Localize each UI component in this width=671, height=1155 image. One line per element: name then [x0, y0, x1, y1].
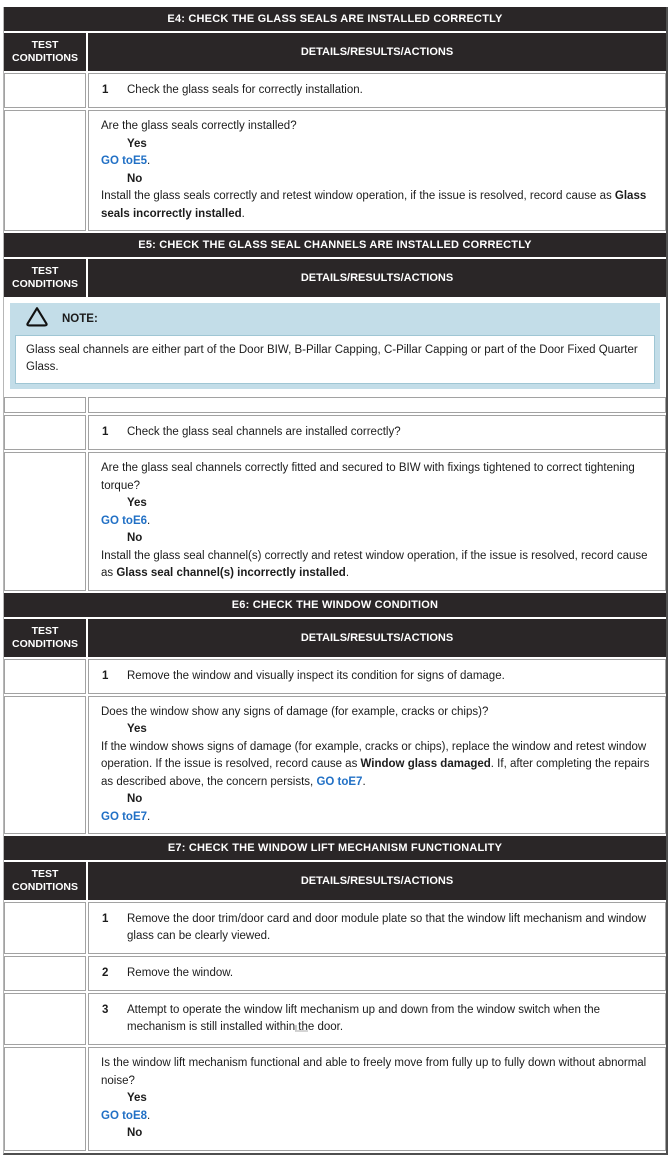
details-results-actions-header: DETAILS/RESULTS/ACTIONS — [88, 259, 666, 297]
text-segment: If the window shows signs of damage (for example, cracks or chips), replace the window and retest window operation. If the issue is resolved, record cause as — [101, 740, 647, 770]
step-text: Remove the door trim/door card and door module plate so that the window lift mechanism and window glass can be clearly viewed. — [127, 913, 647, 942]
step-text: Check the glass seal channels are installed correctly? — [127, 426, 401, 438]
section-title: E5: CHECK THE GLASS SEAL CHANNELS ARE INSTALLED CORRECTLY — [4, 233, 666, 257]
step-number: 1 — [102, 84, 109, 96]
details-cell-step — [88, 415, 666, 450]
note-header — [15, 303, 655, 335]
section-title: E6: CHECK THE WINDOW CONDITION — [4, 593, 666, 617]
text-segment: Is the window lift mechanism functional and able to freely move from fully up to fully down without abnormal noise? — [101, 1057, 647, 1087]
step-text: Remove the window and visually inspect its condition for signs of damage. — [127, 669, 505, 682]
scan-artifact — [295, 1025, 308, 1032]
text-segment: No — [127, 793, 143, 805]
text-segment: Install the glass seals correctly and retest window operation, if the issue is resolved, record cause as — [101, 190, 615, 202]
table-row — [4, 397, 666, 413]
section-e4 — [4, 7, 666, 231]
text-segment: . — [241, 207, 245, 220]
go-to-link[interactable]: GO toE6 — [101, 514, 148, 527]
text-segment: . — [362, 775, 366, 788]
test-conditions-cell — [4, 1047, 86, 1151]
qa-line — [101, 188, 653, 223]
test-conditions-header: TEST CONDITIONS — [4, 862, 86, 900]
column-header-row — [4, 259, 666, 297]
qa-line — [101, 1125, 653, 1143]
step-text: Remove the window. — [127, 967, 234, 979]
step-text: Attempt to operate the window lift mechanism up and down from the window switch when the mechanism is still installed within the door. — [127, 1004, 601, 1033]
text-segment: Window glass damaged — [360, 758, 491, 770]
qa-line — [101, 1055, 653, 1090]
test-conditions-cell — [4, 659, 86, 694]
step-number: 1 — [102, 426, 109, 438]
qa-line — [101, 791, 653, 809]
qa-line — [101, 1090, 653, 1108]
text-segment: Yes — [127, 723, 147, 735]
text-segment: Yes — [127, 1092, 147, 1104]
section-title: E7: CHECK THE WINDOW LIFT MECHANISM FUNCTIONALITY — [4, 836, 666, 860]
note-text: Glass seal channels are either part of the Door BIW, B-Pillar Capping, C-Pillar Capping or part of the Door Fixed Quarter Glass. — [15, 335, 655, 384]
go-to-link[interactable]: GO toE8 — [101, 1109, 148, 1122]
test-conditions-cell — [4, 993, 86, 1045]
test-conditions-header: TEST CONDITIONS — [4, 619, 86, 657]
qa-line — [101, 1108, 653, 1126]
qa-line — [101, 136, 653, 154]
qa-line — [101, 739, 653, 792]
details-cell-qa — [88, 452, 666, 591]
test-conditions-cell — [4, 73, 86, 108]
step-number: 1 — [102, 669, 109, 682]
text-segment: Yes — [127, 137, 147, 150]
table-row — [4, 993, 666, 1045]
qa-line — [101, 118, 653, 136]
details-cell-step — [88, 956, 666, 991]
details-cell-qa — [88, 1047, 666, 1151]
details-cell-qa — [88, 696, 666, 835]
text-segment: . — [147, 810, 151, 823]
step-number: 2 — [102, 967, 109, 979]
table-row — [4, 956, 666, 991]
column-header-row — [4, 862, 666, 900]
text-segment: No — [127, 172, 143, 185]
qa-line — [101, 530, 653, 548]
qa-line — [101, 548, 653, 583]
step-text: Check the glass seals for correctly installation. — [127, 84, 363, 96]
text-segment: . If, after completing the repairs as described above, the concern persists, — [101, 758, 650, 788]
test-conditions-cell — [4, 902, 86, 954]
qa-line — [101, 171, 653, 189]
table-row — [4, 73, 666, 108]
test-conditions-cell — [4, 696, 86, 835]
test-conditions-cell — [4, 415, 86, 450]
details-cell-step — [88, 902, 666, 954]
table-row — [4, 452, 666, 591]
table-row — [4, 1047, 666, 1151]
note-label: NOTE: — [62, 313, 98, 325]
details-results-actions-header: DETAILS/RESULTS/ACTIONS — [88, 619, 666, 657]
section-title: E4: CHECK THE GLASS SEALS ARE INSTALLED CORRECTLY — [4, 7, 666, 31]
test-conditions-cell — [4, 452, 86, 591]
text-segment: Are the glass seals correctly installed? — [101, 120, 297, 132]
column-header-row — [4, 619, 666, 657]
details-results-actions-header: DETAILS/RESULTS/ACTIONS — [88, 862, 666, 900]
qa-line — [101, 495, 653, 513]
text-segment: . — [147, 1109, 151, 1122]
details-cell-step — [88, 993, 666, 1045]
details-cell-step — [88, 659, 666, 694]
note-cell — [4, 299, 666, 395]
text-segment: No — [127, 532, 143, 544]
section-e5 — [4, 233, 666, 591]
table-row — [4, 902, 666, 954]
text-segment: . — [345, 567, 350, 579]
go-to-link[interactable]: GO toE7 — [316, 775, 363, 788]
text-segment: Glass seal channel(s) incorrectly installed — [116, 567, 346, 579]
step-number: 3 — [102, 1004, 109, 1016]
text-segment: No — [127, 1127, 143, 1139]
section-e7 — [4, 836, 666, 1151]
note-box — [10, 303, 660, 389]
details-cell-step — [88, 73, 666, 108]
diagnostic-table — [3, 7, 668, 1155]
go-to-link[interactable]: GO toE7 — [101, 810, 148, 823]
text-segment: Install the glass seal channel(s) correctly and retest window operation, if the issue is resolved, record cause as — [101, 549, 648, 579]
column-header-row — [4, 33, 666, 71]
table-row — [4, 110, 666, 231]
text-segment: . — [147, 514, 151, 527]
details-cell-qa — [88, 110, 666, 231]
qa-line — [101, 460, 653, 495]
text-segment: Glass seals incorrectly installed — [101, 190, 647, 220]
qa-line — [101, 153, 653, 171]
qa-line — [101, 704, 653, 722]
text-segment: Are the glass seal channels correctly fitted and secured to BIW with fixings tightened to correct tightening torque? — [101, 462, 635, 492]
section-e6 — [4, 593, 666, 835]
text-segment: Yes — [127, 497, 147, 509]
qa-line — [101, 809, 653, 827]
qa-line — [101, 721, 653, 739]
test-conditions-cell — [4, 110, 86, 231]
table-row — [4, 659, 666, 694]
details-cell — [88, 397, 666, 413]
details-results-actions-header: DETAILS/RESULTS/ACTIONS — [88, 33, 666, 71]
qa-line — [101, 513, 653, 531]
step-number: 1 — [102, 913, 109, 925]
test-conditions-cell — [4, 397, 86, 413]
test-conditions-header: TEST CONDITIONS — [4, 259, 86, 297]
test-conditions-cell — [4, 956, 86, 991]
table-row — [4, 696, 666, 835]
table-row — [4, 415, 666, 450]
go-to-link[interactable]: GO toE5 — [101, 155, 148, 167]
note-row — [4, 299, 666, 395]
text-segment: Does the window show any signs of damage (for example, cracks or chips)? — [101, 705, 489, 718]
warning-triangle-icon — [25, 306, 49, 332]
text-segment: . — [147, 155, 151, 167]
test-conditions-header: TEST CONDITIONS — [4, 33, 86, 71]
